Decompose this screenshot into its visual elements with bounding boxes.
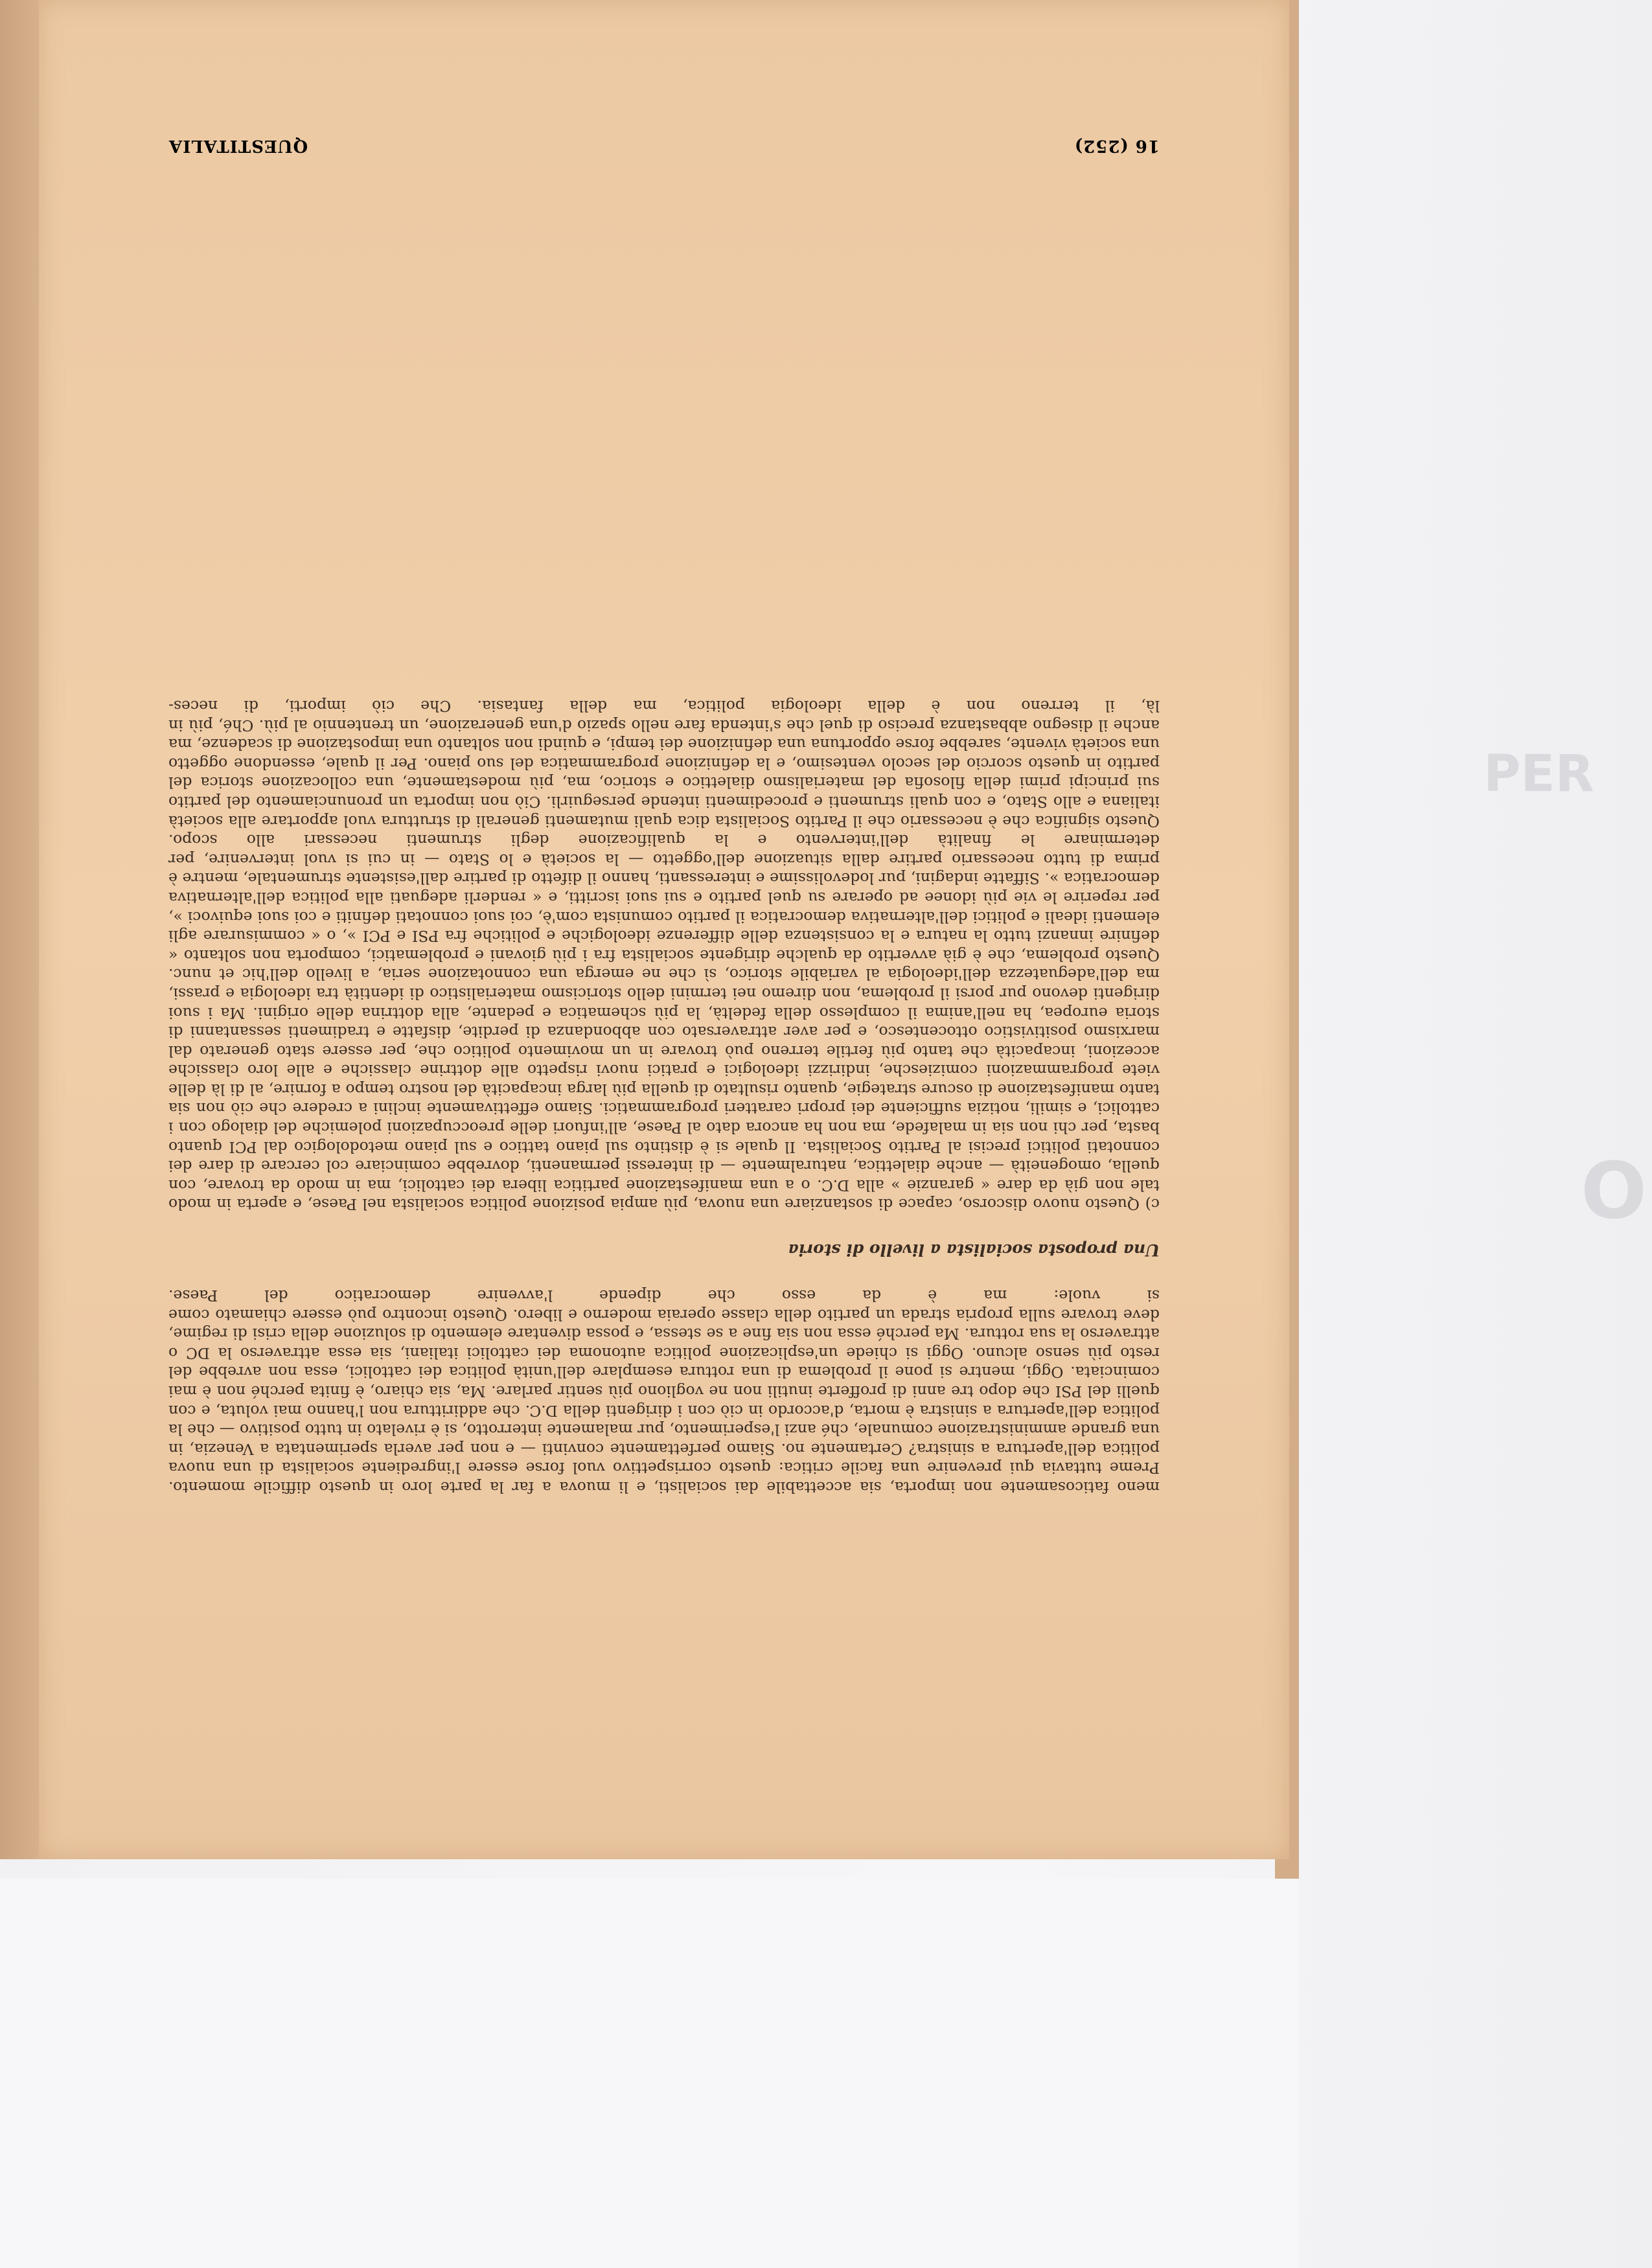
scanned-page (39, 0, 1289, 1859)
scanner-bottom-area (0, 1879, 1299, 2268)
bleed-through-mark: PER (1484, 745, 1594, 803)
paragraph: c) Questo nuovo discorso, capace di sostanziare una nuova, più ampia posizione politica socialista nel Paese, e aperta in modo tale non già da dare « garanzie » alla D.C. o a una manifestazione partitica libera dei cattolici, ma in modo da trovare, con quella, omogeneità — anche dialettica, naturalmente — di interessi permanenti, dovrebbe cominciare col cercare di dare dei connotati politici precisi al Partito Socialista. Il quale si è distinto sul piano tattico e sul piano metodologico dal PCI quanto basta, per chi non sia in malafede, ma non ha ancora dato al Paese, all'infuori delle preoccupazioni polemiche del dialogo con i cattolici, e simili, notizia sufficiente dei propri caratteri programmatici. Siamo effettivamente inclini a credere che ciò non sia tanto manifestazione di oscure strategie, quanto risultato di quella più larga incapacità del nostro tempo a fornire, al di là delle viete programmazioni comiziesche, indirizzi ideologici e pratici nuovi rispetto alle dottrine classiche e alle loro classiche accezioni, incapacità che tanto più fertile terreno può trovare in un movimento politico che, per essere stato generato dal marxismo positivistico ottocentesco, e per aver attraversato con abbondanza di perdite, disfatte e tradimenti sessantanni di storia europea, ha nell'anima il complesso della fedeltà, la più schematica e pedante, alla dottrina delle origini. Ma i suoi dirigenti devono pur porsi il problema, non diremo nei termini dello storicismo materialistico di identità tra ideologia e prassi, ma dell'adeguatezza dell'ideologia al variabile storico, sì che ne emerga una connotazione seria, a livello dell'hic et nunc. Questo problema, che è già avvertito da qualche dirigente socialista fra i più giovani e problematici, comporta non soltanto « definire innanzi tutto la natura e la consistenza delle differenze ideologiche e politiche fra PSI e PCI », o « commisurare agli elementi ideali e politici dell'alternativa democratica il partito comunista com'è, coi suoi connotati definiti e coi suoi equivoci », per reperire le vie più idonee ad operare su quel partito e sui suoi iscritti, e « renderli adeguati alla politica dell'alternativa democratica ». Siffatte indagini, pur lodevolissime e interessanti, hanno il difetto di partire dall'esistente strumentale, mentre è prima di tutto necessario partire dalla situazione dell'oggetto — la società e lo Stato — in cui si vuol intervenire, per determinare le finalità dell'intervento e la qualificazione degli strumenti necessari allo scopo. (168, 831, 1160, 1214)
paragraph: meno faticosamente non importa, sia accettabile dai socialisti, e li muova a far la parte loro in questo difficile momento. (168, 1478, 1160, 1496)
page-number: 16 (252) (1073, 136, 1160, 155)
text-column (168, 696, 1160, 1496)
journal-name: QUESTITALIA (168, 136, 308, 155)
paragraph: Preme tuttavia qui prevenire una facile critica: questo corrispettivo vuol forse essere l'ingrediente socialista di una nuova politica dell'apertura a sinistra? Certamente no. Siamo perfettamente convinti — e non per averla sperimentata a Venezia, in una grande amministrazione comunale, ché anzi l'esperimento, pur malamente interrotto, si è rivelato in tutto positivo — che la politica dell'apertura a sinistra è morta, d'accordo in ciò con i dirigenti della D.C. che addirittura non l'hanno mai voluta, e con quelli del PSI che dopo tre anni di profferte inutili non ne vogliono più sentir parlare. Ma, sia chiaro, è finita perché non è mai cominciata. Oggi, mentre si pone il problema di una rottura esemplare dell'unità politica dei cattolici, essa non avrebbe del resto più senso alcuno. Oggi si chiede un'esplicazione politica autonoma dei cattolici italiani, sia essa attraverso la DC o attraverso la sua rottura. Ma perché essa non sia fine a se stessa, e possa diventare elemento di soluzione della crisi di regime, deve trovare sulla propria strada un partito della classe operaia moderno e libero. Questo incontro può essere chiamato come si vuole: ma è da esso che dipende l'avvenire democratico del Paese. (168, 1287, 1160, 1478)
paragraph: Questo significa che è necessario che il Partito Socialista dica quali mutamenti generali di struttura vuol apportare alla società italiana e allo Stato, e con quali strumenti e procedimenti intende perseguirli. Ciò non importa un pronunciamento del partito sui principi primi della filosofia del materialismo dialettico e storico, ma, più modestamente, una collocazione storica del partito in questo scorcio del secolo ventesimo, e la definizione programmatica del suo piano. Per il quale, essendone oggetto una società vivente, sarebbe forse opportuna una definizione dei tempi, e quindi non soltanto una impostazione di scadenze, ma anche il disegno abbastanza preciso di quel che s'intenda fare nello spazio d'una generazione, un trentennio al più. Ché, più in là, il terreno non è della ideologia politica, ma della fantasia. Che ciò importi, di neces- (168, 697, 1160, 830)
section-heading: Una proposta socialista a livello di storia (788, 1241, 1160, 1260)
bleed-through-mark: O (1581, 1147, 1647, 1237)
running-head (168, 130, 1160, 155)
page-content-upside-down (39, 0, 1289, 1859)
